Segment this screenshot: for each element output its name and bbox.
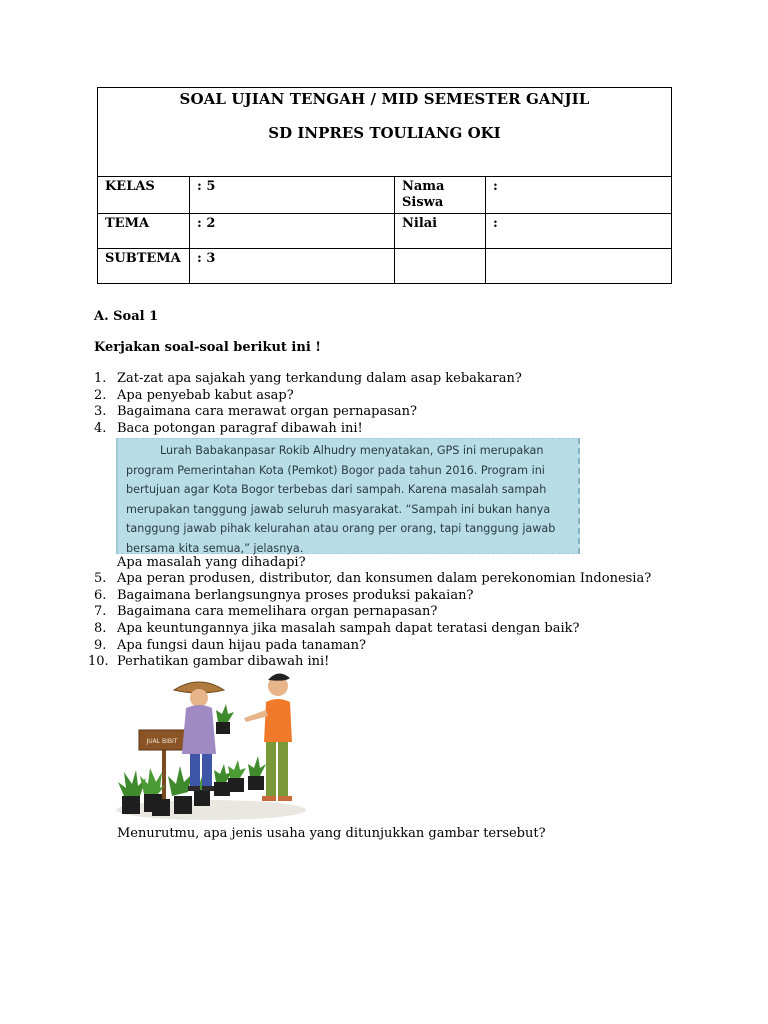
value-nama-siswa: : — [486, 177, 672, 214]
label-nama: Nama — [402, 179, 445, 194]
question-number: 5. — [94, 571, 107, 586]
passage-line: Lurah Babakanpasar Rokib Alhudry menyatakan, GPS ini merupakan — [160, 444, 544, 457]
question-item — [94, 638, 694, 655]
passage-line: tanggung jawab pihak kelurahan atau orang per orang, tapi tanggung jawab — [126, 522, 556, 535]
question-text: Apa peran produsen, distributor, dan konsumen dalam perekonomian Indonesia? — [117, 571, 652, 586]
exam-title: SOAL UJIAN TENGAH / MID SEMESTER GANJIL — [179, 90, 590, 108]
question-number: 9. — [94, 637, 107, 653]
question-list-a — [94, 371, 694, 438]
question-number: 4. — [94, 421, 107, 437]
question-text: Bagaimana cara memelihara organ pernapasan? — [117, 604, 438, 620]
question-text: Zat-zat apa sajakah yang terkandung dalam asap kebakaran? — [117, 371, 522, 386]
question-item — [94, 571, 694, 588]
question-item — [94, 404, 694, 421]
question-item — [94, 604, 694, 621]
passage-line: bertujuan agar Kota Bogor terbebas dari sampah. Karena masalah sampah — [126, 483, 547, 496]
header-table — [97, 87, 672, 284]
instruction-text: Kerjakan soal-soal berikut ini ! — [94, 340, 321, 355]
question-item — [94, 388, 694, 405]
question-text: Apa penyebab kabut asap? — [117, 387, 294, 403]
question-item — [94, 621, 694, 638]
question-number: 6. — [94, 587, 107, 603]
passage-line: program Pemerintahan Kota (Pemkot) Bogor pada tahun 2016. Program ini — [126, 463, 545, 477]
header-row-tema — [98, 214, 672, 249]
question-item — [88, 654, 694, 671]
question-item — [94, 588, 694, 605]
question-number: 7. — [94, 604, 107, 620]
label-subtema: SUBTEMA — [98, 249, 190, 284]
reading-passage-box — [116, 438, 580, 554]
question-list-b — [88, 571, 694, 671]
label-nilai: Nilai — [395, 214, 486, 249]
value-nilai: : — [486, 214, 672, 249]
question-number: 10. — [88, 654, 109, 670]
question-number: 2. — [94, 387, 107, 403]
passage-question: Apa masalah yang dihadapi? — [117, 555, 306, 570]
passage-line: merupakan tanggung jawab seluruh masyarakat. “Sampah ini bukan hanya — [126, 502, 551, 516]
title-cell — [98, 88, 672, 177]
question-item — [94, 371, 694, 388]
sign-text: JUAL BIBIT — [146, 738, 178, 745]
header-row-kelas — [98, 177, 672, 214]
label-kelas: KELAS — [98, 177, 190, 214]
empty-cell — [486, 249, 672, 284]
question-number: 3. — [94, 404, 107, 420]
empty-cell — [395, 249, 486, 284]
label-nama-siswa — [395, 177, 486, 214]
image-question: Menurutmu, apa jenis usaha yang ditunjukkan gambar tersebut? — [117, 826, 546, 841]
value-tema: : 2 — [190, 214, 395, 249]
header-row-subtema — [98, 249, 672, 284]
school-name: SD INPRES TOULIANG OKI — [268, 124, 501, 142]
question-text: Bagaimana berlangsungnya proses produksi pakaian? — [117, 587, 474, 603]
question-item — [94, 421, 694, 438]
label-tema: TEMA — [98, 214, 190, 249]
section-heading: A. Soal 1 — [94, 309, 159, 324]
passage-line: bersama kita semua,” jelasnya. — [126, 541, 304, 555]
value-subtema: : 3 — [190, 249, 395, 284]
question-text: Apa fungsi daun hijau pada tanaman? — [117, 637, 366, 653]
question-text: Baca potongan paragraf dibawah ini! — [117, 421, 363, 437]
question-text: Bagaimana cara merawat organ pernapasan? — [117, 404, 418, 420]
question-text: Apa keuntungannya jika masalah sampah dapat teratasi dengan baik? — [117, 621, 580, 637]
question-number: 1. — [94, 371, 107, 386]
question-number: 8. — [94, 621, 107, 637]
plant-seller-illustration — [116, 672, 312, 824]
value-kelas: : 5 — [190, 177, 395, 214]
label-siswa: Siswa — [402, 195, 444, 210]
question-text: Perhatikan gambar dibawah ini! — [117, 654, 330, 670]
